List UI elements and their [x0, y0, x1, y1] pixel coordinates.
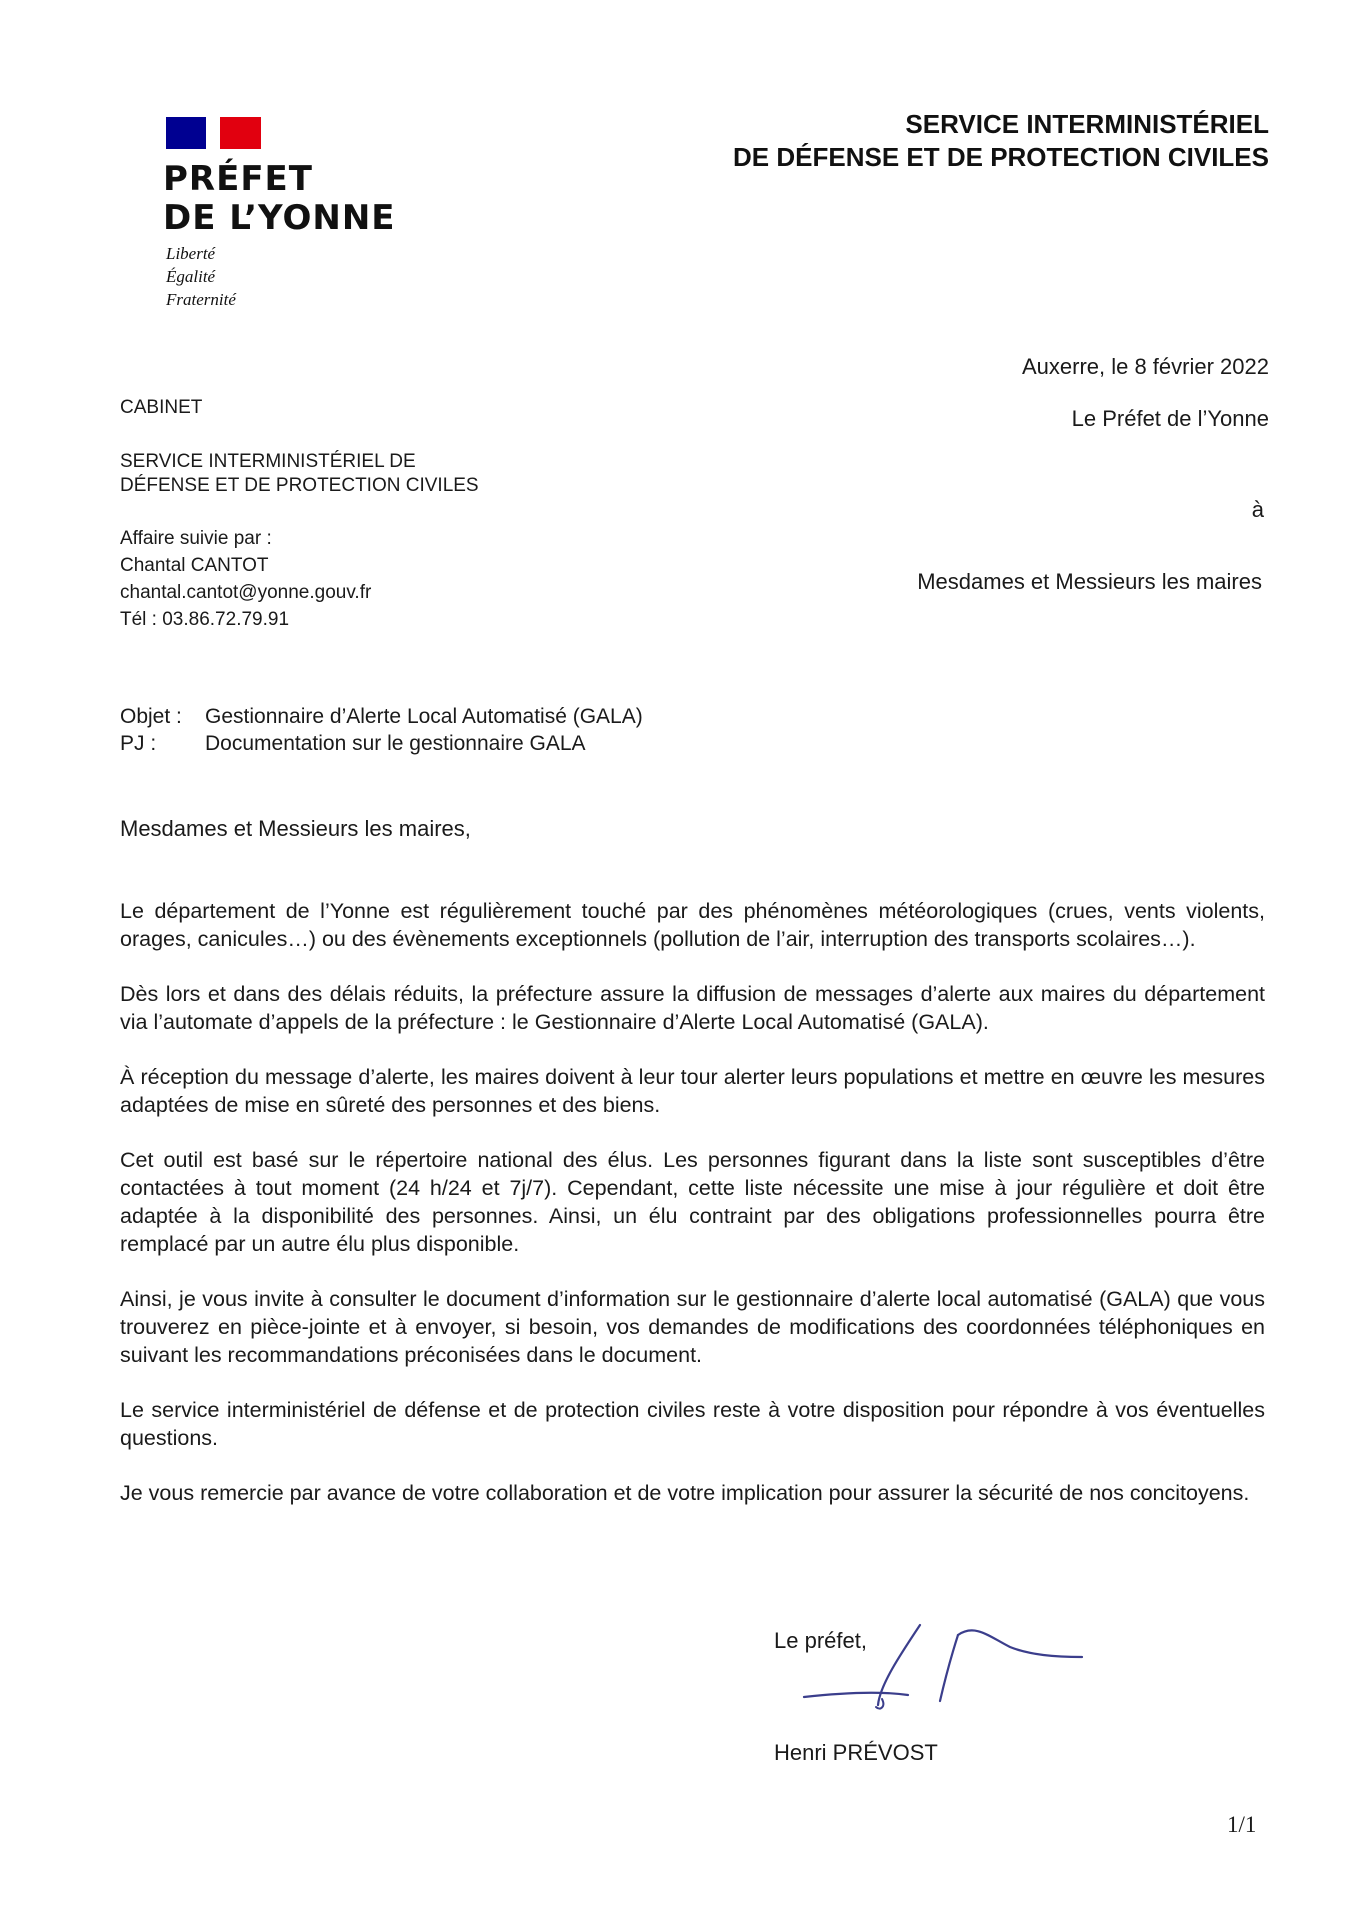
subject-row [120, 703, 643, 730]
contact-email[interactable]: chantal.cantot@yonne.gouv.fr [120, 582, 372, 603]
page-number: 1/1 [1227, 1812, 1257, 1837]
attachment-row [120, 730, 643, 757]
paragraph: Ainsi, je vous invite à consulter le document d’information sur le gestionnaire d’alerte local automatisé (GALA) que vous trouverez en pièce-jointe et à envoyer, si besoin, vos demandes de modifications des coordonnées téléphoniques en suivant les recommandations préconisées dans le document. [120, 1287, 1265, 1367]
contact-name: Chantal CANTOT [120, 555, 269, 576]
subject-block [120, 703, 643, 757]
sender-title: Le Préfet de l’Yonne [1071, 406, 1269, 431]
date-sender-block [1022, 354, 1269, 458]
subject-value: Gestionnaire d’Alerte Local Automatisé (GALA) [205, 705, 643, 728]
cabinet-label: CABINET [120, 397, 203, 418]
service-line-2: DÉFENSE ET DE PROTECTION CIVILES [120, 475, 479, 496]
republic-motto [166, 242, 236, 311]
contact-phone: Tél : 03.86.72.79.91 [120, 609, 290, 630]
subject-label: Objet : [120, 705, 182, 728]
service-header-line-2: DE DÉFENSE ET DE PROTECTION CIVILES [733, 142, 1269, 172]
contact-block [120, 525, 371, 633]
salutation: Mesdames et Messieurs les maires, [120, 816, 471, 841]
service-header [733, 108, 1269, 174]
paragraph: Le département de l’Yonne est régulièrement touché par des phénomènes météorologiques (crues, vents violents, orages, canicules…) ou des évènements exceptionnels (pollution de l’air, interruption des transports scolaires…). [120, 899, 1265, 951]
paragraph: Cet outil est basé sur le répertoire national des élus. Les personnes figurant dans la liste sont susceptibles d’être contactées à tout moment (24 h/24 et 7j/7). Cependant, cette liste nécessite une mise à jour régulière et doit être adaptée à la disponibilité des personnes. Ainsi, un élu contraint par des obligations professionnelles pourra être remplacé par un autre élu plus disponible. [120, 1148, 1265, 1256]
letter-body [120, 897, 1265, 1534]
motto-egalite: Égalité [166, 267, 216, 286]
handwritten-signature [800, 1615, 1090, 1715]
service-line-1: SERVICE INTERMINISTÉRIEL DE [120, 451, 416, 472]
signatory-name: Henri PRÉVOST [774, 1740, 938, 1765]
prefecture-logo-text [163, 160, 396, 238]
affaire-label: Affaire suivie par : [120, 528, 272, 549]
service-header-line-1: SERVICE INTERMINISTÉRIEL [905, 109, 1269, 139]
motto-fraternite: Fraternité [166, 290, 236, 309]
closing-label: Le préfet, [774, 1628, 867, 1653]
marianne-flag-logo [166, 117, 261, 149]
paragraph: À réception du message d’alerte, les maires doivent à leur tour alerter leurs populations et mettre en œuvre les mesures adaptées de mise en sûreté des personnes et des biens. [120, 1065, 1265, 1117]
to-word: à [1251, 497, 1264, 522]
logo-line-1: PRÉFET [163, 159, 313, 199]
attachment-value: Documentation sur le gestionnaire GALA [205, 732, 586, 755]
paragraph: Dès lors et dans des délais réduits, la préfecture assure la diffusion de messages d’alerte aux maires du département via l’automate d’appels de la préfecture : le Gestionnaire d’Alerte Local Automatisé (GALA). [120, 982, 1265, 1034]
motto-liberte: Liberté [166, 244, 216, 263]
date-line: Auxerre, le 8 février 2022 [1021, 354, 1269, 379]
paragraph: Le service interministériel de défense et de protection civiles reste à votre disposition pour répondre à vos éventuelles questions. [120, 1398, 1265, 1450]
logo-line-2: DE L’YONNE [163, 198, 396, 238]
attachment-label: PJ : [120, 732, 157, 755]
recipient: Mesdames et Messieurs les maires [917, 569, 1262, 594]
paragraph: Je vous remercie par avance de votre collaboration et de votre implication pour assurer la sécurité de nos concitoyens. [120, 1481, 1250, 1505]
